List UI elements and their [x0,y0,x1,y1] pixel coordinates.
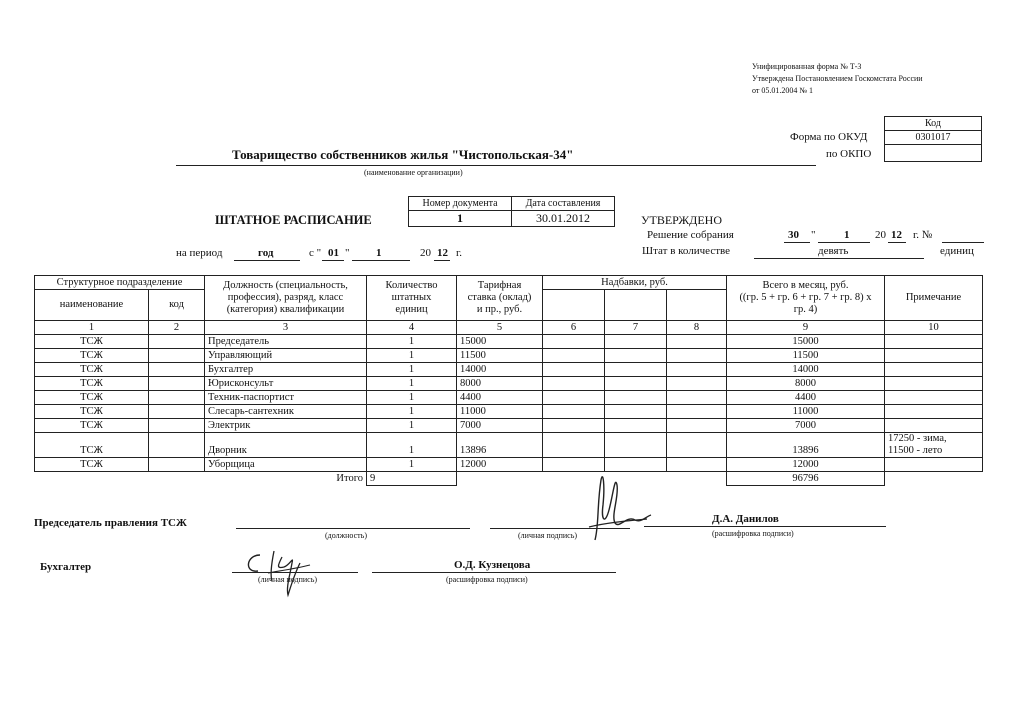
row-count: 1 [367,377,457,391]
doc-date-label: Дата составления [511,196,615,211]
row-total: 15000 [727,335,885,349]
table-row [35,419,983,433]
table-row [35,349,983,363]
approval-decision-label: Решение собрания [647,229,734,241]
organization-name: Товарищество собственников жилья "Чистопольская-34" [232,147,574,162]
h-total: Всего в месяц, руб. ((гр. 5 + гр. 6 + гр. 7 + гр. 8) х гр. 4) [727,276,885,321]
row-total: 8000 [727,377,885,391]
row-position: Управляющий [205,349,367,363]
period-from: с " [309,247,322,259]
period-year-suffix: г. [456,247,463,259]
staffing-table [34,275,983,486]
row-total: 4400 [727,391,885,405]
accountant-signature-icon [238,545,318,600]
row-rate: 8000 [457,377,543,391]
chairman-decode-caption: (расшифровка подписи) [712,529,794,538]
col-num-2: 2 [149,321,205,335]
row-rate: 14000 [457,363,543,377]
row-total: 11000 [727,405,885,419]
row-position: Дворник [205,433,367,458]
row-count: 1 [367,419,457,433]
okpo-value [884,144,982,162]
col-num-10: 10 [885,321,983,335]
okud-label: Форма по ОКУД [790,131,868,143]
h-name: наименование [35,290,149,321]
chairman-sign-caption: (личная подпись) [518,531,578,540]
row-rate: 12000 [457,458,543,472]
itogo-count: 9 [367,472,457,486]
approval-year-suffix: г. № [913,229,933,241]
row-total: 7000 [727,419,885,433]
h-allowances: Надбавки, руб. [543,276,727,290]
row-total: 11500 [727,349,885,363]
row-unit: ТСЖ [35,377,149,391]
row-total: 12000 [727,458,885,472]
organization-caption: (наименование организации) [364,168,463,177]
table-row [35,377,983,391]
approval-units-label: единиц [940,245,974,257]
row-position: Председатель [205,335,367,349]
col-num-1: 1 [35,321,149,335]
period-day: 01 [328,247,339,259]
row-unit: ТСЖ [35,405,149,419]
period-year-prefix: 20 [420,247,431,259]
row-unit: ТСЖ [35,458,149,472]
doc-date: 30.01.2012 [511,210,615,227]
row-rate: 11000 [457,405,543,419]
table-row [35,405,983,419]
h-position: Должность (специальность, профессия), разряд, класс (категория) квалификации [205,276,367,321]
chairman-position-caption: (должность) [325,531,367,540]
row-unit: ТСЖ [35,335,149,349]
row-position: Бухгалтер [205,363,367,377]
approval-title: УТВЕРЖДЕНО [641,213,723,227]
table-row [35,458,983,472]
row-unit: ТСЖ [35,363,149,377]
period-year: 12 [437,247,448,259]
row-count: 1 [367,349,457,363]
col-num-5: 5 [457,321,543,335]
okud-value: 0301017 [884,130,982,145]
period-month: 1 [376,247,382,259]
approval-quote: " [811,229,816,241]
row-count: 1 [367,363,457,377]
col-num-3: 3 [205,321,367,335]
col-num-9: 9 [727,321,885,335]
row-count: 1 [367,391,457,405]
row-unit: ТСЖ [35,433,149,458]
doc-number: 1 [408,210,512,227]
form-info-line2: Утверждена Постановлением Госкомстата России [752,74,923,83]
approval-day: 30 [788,229,799,241]
period-value: год [258,247,274,259]
document-title: ШТАТНОЕ РАСПИСАНИЕ [215,213,372,227]
h-rate: Тарифная ставка (оклад) и пр., руб. [457,276,543,321]
col-num-6: 6 [543,321,605,335]
row-rate: 7000 [457,419,543,433]
table-row [35,391,983,405]
h-note: Примечание [885,276,983,321]
doc-number-label: Номер документа [408,196,512,211]
form-info-line3: от 05.01.2004 № 1 [752,86,814,95]
row-position: Слесарь-сантехник [205,405,367,419]
approval-staff-label: Штат в количестве [642,245,731,257]
okpo-label: по ОКПО [826,148,872,160]
row-unit: ТСЖ [35,349,149,363]
row-count: 1 [367,405,457,419]
row-unit: ТСЖ [35,419,149,433]
row-count: 1 [367,335,457,349]
itogo-total: 96796 [727,472,885,486]
chairman-signature-icon [575,465,655,545]
row-count: 1 [367,433,457,458]
row-rate: 15000 [457,335,543,349]
table-row [35,335,983,349]
approval-year-prefix: 20 [875,229,886,241]
chairman-label: Председатель правления ТСЖ [34,517,187,529]
accountant-label: Бухгалтер [40,561,92,573]
accountant-sign-caption: (личная подпись) [258,575,318,584]
row-note: 17250 - зима, 11500 - лето [885,433,983,458]
row-position: Техник-паспортист [205,391,367,405]
col-num-7: 7 [605,321,667,335]
row-unit: ТСЖ [35,391,149,405]
table-row [35,363,983,377]
row-rate: 13896 [457,433,543,458]
accountant-decode-caption: (расшифровка подписи) [446,575,528,584]
approval-month: 1 [844,229,850,241]
row-position: Уборщица [205,458,367,472]
kod-header: Код [884,116,982,131]
row-count: 1 [367,458,457,472]
approval-year: 12 [891,229,902,241]
accountant-name: О.Д. Кузнецова [454,559,531,571]
chairman-name: Д.А. Данилов [712,513,779,525]
period-quote: " [345,247,350,259]
itogo-label: Итого [336,472,363,484]
form-info-line1: Унифицированная форма № Т-3 [752,62,862,71]
col-num-4: 4 [367,321,457,335]
col-num-8: 8 [667,321,727,335]
h-code: код [149,290,205,321]
row-rate: 4400 [457,391,543,405]
period-label: на период [176,247,223,259]
row-total: 14000 [727,363,885,377]
h-struct: Структурное подразделение [35,276,205,290]
table-row [35,433,983,458]
row-position: Электрик [205,419,367,433]
row-rate: 11500 [457,349,543,363]
row-position: Юрисконсульт [205,377,367,391]
h-count: Количество штатных единиц [367,276,457,321]
row-total: 13896 [727,433,885,458]
approval-staff-value: девять [818,245,849,257]
